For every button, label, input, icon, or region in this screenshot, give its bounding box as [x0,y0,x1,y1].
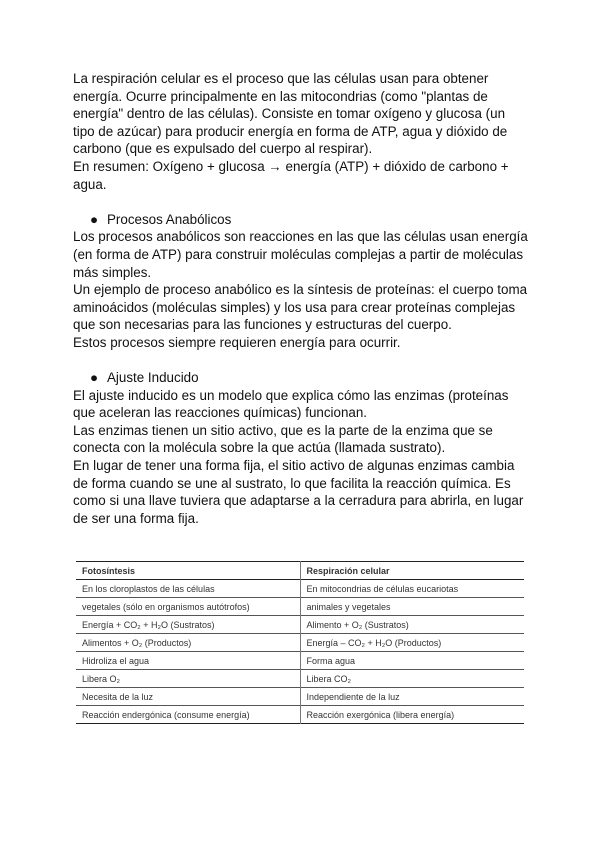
table-cell: Alimentos + O₂ (Productos) [76,634,300,652]
bullet-heading-anabolic [73,211,528,229]
table-cell: En los cloroplastos de las células [76,580,300,598]
table-row [76,652,524,670]
table-row [76,670,524,688]
table-cell: animales y vegetales [306,601,391,612]
table-cell: vegetales (sólo en organismos autótrofos) [76,598,300,616]
table-row [76,580,524,598]
induced-paragraph-2: Las enzimas tienen un sitio activo, que es la parte de la enzima que se conecta con la molécula sobre la que actúa (llamada sustrato). [73,422,493,456]
table-row [76,688,524,706]
induced-paragraph-1: El ajuste inducido es un modelo que explica cómo las enzimas (proteínas que aceleran las reacciones químicas) funcionan. [73,387,509,421]
anabolic-paragraph-1: Los procesos anabólicos son reacciones en las que las células usan energía (en forma de ATP) para construir moléculas complejas a partir de moléculas más simples. [73,229,528,280]
table-cell: Hidroliza el agua [76,652,300,670]
document-body [73,70,528,527]
table-row [76,634,524,652]
table-row [76,616,524,634]
comparison-table [76,561,524,724]
anabolic-paragraph-2: Un ejemplo de proceso anabólico es la síntesis de proteínas: el cuerpo toma aminoácidos (moléculas simples) y los usa para crear proteínas complejas que son necesarias para las funciones y estructuras del cuerpo. [73,282,528,333]
table-cell: Reacción exergónica (libera energía) [306,709,455,720]
table-cell: Reacción endergónica (consume energía) [76,706,300,724]
table-cell: Necesita de la luz [76,688,300,706]
intro-paragraph: La respiración celular es el proceso que las células usan para obtener energía. Ocurre principalmente en las mitocondrias (como "plantas de energía" dentro de las células). Consiste en tomar oxígeno y glucosa (un tipo de azúcar) para producir energía en forma de ATP, agua y dióxido de carbono (que es expulsado del cuerpo al respirar). [73,71,508,157]
table-header-cell: Fotosíntesis [76,562,300,580]
bullet-heading-induced-fit [73,369,528,387]
table-cell: Libera CO₂ [306,673,352,684]
anabolic-paragraph-3: Estos procesos siempre requieren energía para ocurrir. [73,334,401,350]
induced-paragraph-3: En lugar de tener una forma fija, el sitio activo de algunas enzimas cambia de forma cuando se une al sustrato, lo que facilita la reacción química. Es como si una llave tuviera que adaptarse a la cerradura para abrirla, en lugar de ser una forma fija. [73,458,524,526]
table-cell: Independiente de la luz [306,691,400,702]
table-cell: Alimento + O₂ (Sustratos) [306,619,409,630]
bullet-icon: ● [90,370,99,386]
table-cell: Libera O₂ [76,670,300,688]
table-row [76,598,524,616]
table-cell: Energía – CO₂ + H₂O (Productos) [306,637,442,648]
table-cell: Forma agua [306,655,356,666]
table-cell: En mitocondrias de células eucariotas [306,583,459,594]
table-header-row [76,562,524,580]
heading-text: Procesos Anabólicos [107,211,232,227]
summary-paragraph: En resumen: Oxígeno + glucosa → energía (ATP) + dióxido de carbono + agua. [73,158,509,192]
table-row [76,706,524,724]
table-header-cell: Respiración celular [306,565,390,576]
bullet-icon: ● [90,211,99,227]
table-cell: Energía + CO₂ + H₂O (Sustratos) [76,616,300,634]
heading-text: Ajuste Inducido [107,370,199,386]
